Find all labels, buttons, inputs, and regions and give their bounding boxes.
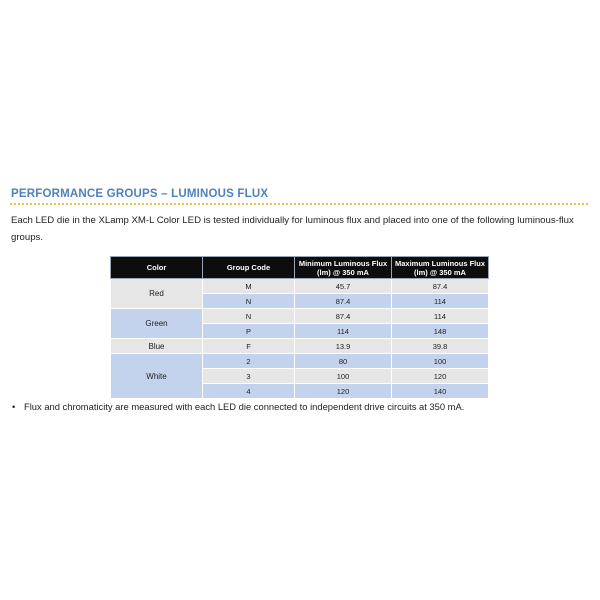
table-row	[111, 309, 489, 324]
header-min-flux-line2: (lm) @ 350 mA	[317, 267, 369, 277]
color-cell-blue: Blue	[111, 339, 203, 354]
header-max-flux-line2: (lm) @ 350 mA	[414, 267, 466, 277]
group-code-cell: 3	[203, 369, 295, 384]
group-code-cell: F	[203, 339, 295, 354]
header-color: Color	[111, 257, 203, 279]
min-flux-cell: 114	[295, 324, 392, 339]
footnote-text: Flux and chromaticity are measured with each LED die connected to independent drive circuits at 350 mA.	[24, 401, 465, 412]
table-row	[111, 279, 489, 294]
max-flux-cell: 120	[392, 369, 489, 384]
min-flux-cell: 100	[295, 369, 392, 384]
footnote	[12, 401, 464, 412]
group-code-cell: N	[203, 309, 295, 324]
header-max-flux	[392, 257, 489, 279]
table-header-row	[111, 257, 489, 279]
bullet-icon: •	[12, 401, 16, 412]
color-cell-green: Green	[111, 309, 203, 339]
min-flux-cell: 80	[295, 354, 392, 369]
max-flux-cell: 87.4	[392, 279, 489, 294]
color-cell-red: Red	[111, 279, 203, 309]
group-code-cell: 4	[203, 384, 295, 399]
min-flux-cell: 120	[295, 384, 392, 399]
max-flux-cell: 114	[392, 294, 489, 309]
header-min-flux-line1: Minimum Luminous Flux	[298, 258, 388, 268]
min-flux-cell: 87.4	[295, 309, 392, 324]
group-code-cell: P	[203, 324, 295, 339]
max-flux-cell: 114	[392, 309, 489, 324]
intro-paragraph: Each LED die in the XLamp XM-L Color LED is tested individually for luminous flux and placed into one of the following luminous-flux groups.	[11, 215, 574, 243]
group-code-cell: 2	[203, 354, 295, 369]
color-cell-white: White	[111, 354, 203, 399]
table-row	[111, 354, 489, 369]
table-row	[111, 339, 489, 354]
max-flux-cell: 140	[392, 384, 489, 399]
max-flux-cell: 148	[392, 324, 489, 339]
min-flux-cell: 13.9	[295, 339, 392, 354]
group-code-cell: N	[203, 294, 295, 309]
min-flux-cell: 45.7	[295, 279, 392, 294]
max-flux-cell: 39.8	[392, 339, 489, 354]
luminous-flux-table	[110, 256, 489, 399]
min-flux-cell: 87.4	[295, 294, 392, 309]
header-group-code: Group Code	[203, 257, 295, 279]
heading-divider	[10, 203, 588, 205]
header-min-flux	[295, 257, 392, 279]
section-heading: PERFORMANCE GROUPS – LUMINOUS FLUX	[11, 188, 269, 200]
group-code-cell: M	[203, 279, 295, 294]
header-max-flux-line1: Maximum Luminous Flux	[394, 258, 485, 268]
max-flux-cell: 100	[392, 354, 489, 369]
